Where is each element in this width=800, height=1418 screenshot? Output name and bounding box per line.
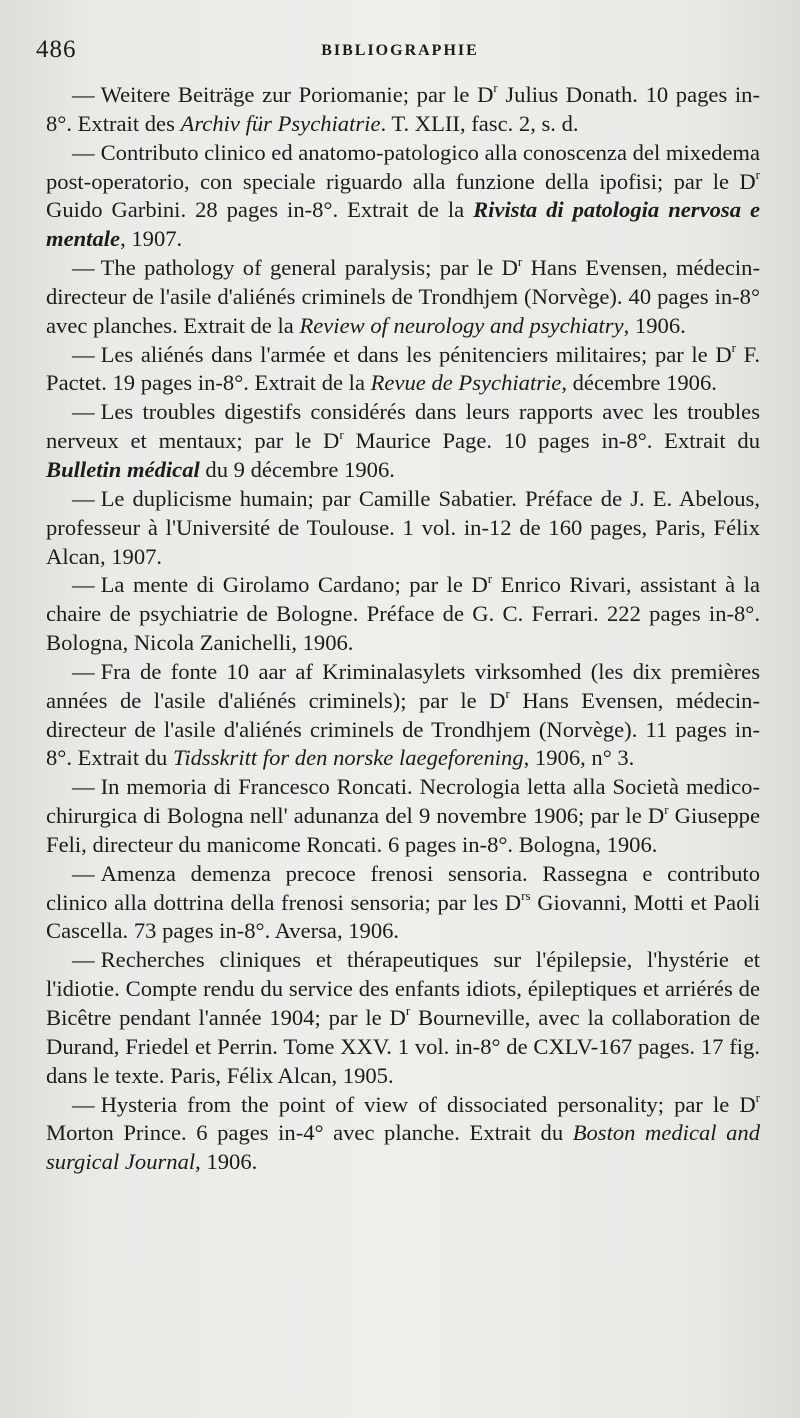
entry-title: Hysteria from the point of view of dissociated personality; par le D [100,1091,756,1117]
entry-superscript: r [487,570,493,586]
entry-title: Recherches cliniques et thérapeutiques sur l'épilepsie, l'hystérie et l'idiotie. Compte rendu du service des enfants idiots, épileptiques et arriérés de Bicêtre pendant l'année 1904; par le D [46,947,760,1030]
page-header [36,36,764,66]
entry-tail: , 1907. [120,226,183,252]
entry-superscript: r [339,426,344,442]
page-number: 486 [36,36,77,63]
entry-title: Amenza demenza precoce frenosi sensoria. Rassegna e contributo clinico alla dottrina della frenosi sensoria; par les D [46,860,760,915]
entry-journal: Archiv für Psychiatrie [180,110,381,136]
entry-journal: Review of neurology and psychiatry [299,312,624,338]
entry-tail: , 1906. [195,1149,258,1175]
entry-details: Julius Donath. 10 pages in-8°. Extrait des [46,82,760,136]
entry-title: Weitere Beiträge zur Poriomanie; par le D [100,82,494,107]
entry-superscript: r [755,167,760,182]
bibliography-entry: — Recherches cliniques et thérapeutiques sur l'épilepsie, l'hystérie et l'idiotie. Compte rendu du service des enfants idiots, épileptiques et arriérés de Bicêtre pendant l'année 1904; par le $D^r$ Bourneville, avec la collaboration de Durand, Friedel et Perrin. Tome XXV. 1 vol. in-8° de CXLV-167 pages. 17 fig. dans le texte. Paris, Félix Alcan, 1905. [46,947,760,1088]
entry-superscript: r [493,80,498,96]
entry-title: Contributo clinico ed anatomo-patologico alla conoscenza del mixedema post-operatorio, con speciale riguardo alla funzione della ipofisi; par le D [46,139,760,194]
entry-superscript: rs [521,888,531,904]
entry-title: Fra de fonte 10 aar af Kriminalasylets virksomhed (les dix premières années de l'asile d'aliénés criminels); par le D [46,658,760,713]
entry-details: Giuseppe Feli, directeur du manicome Roncati. 6 pages in-8°. Bologna, 1906. [46,803,760,857]
bibliography-entry: — Le duplicisme humain; par Camille Sabatier. Préface de J. E. Abelous, professeur à l'Université de Toulouse. 1 vol. in-12 de 160 pages, Paris, Félix Alcan, 1907. [46,485,760,569]
bibliography-entry: — The pathology of general paralysis; par le $D^r$ Hans Evensen, médecin-directeur de l'asile d'aliénés criminels de Trondhjem (Norvège). 40 pages in-8° avec planches. Extrait de la Review of neurology and psychiatry, 1906. [46,253,760,338]
entry-details: Maurice Page. 10 pages in-8°. Extrait du [343,428,760,454]
bibliography-entry: — Weitere Beiträge zur Poriomanie; par le $D^r$ Julius Donath. 10 pages in-8°. Extrait des Archiv für Psychiatrie. T. XLII, fasc. 2, s. d. [46,80,760,136]
entry-tail: , 1906, n° 3. [523,745,635,771]
entry-details: Giovanni, Motti et Paoli Cascella. 73 pages in-8°. Aversa, 1906. [46,889,760,944]
entry-details: Bourneville, avec la collaboration de Durand, Friedel et Perrin. Tome XXV. 1 vol. in-8° de CXLV-167 pages. 17 fig. dans le texte. Paris, Félix Alcan, 1905. [46,1005,760,1088]
entry-superscript: r [731,340,736,356]
entry-title: La mente di Girolamo Cardano; par le D [100,572,488,598]
entry-tail: . T. XLII, fasc. 2, s. d. [380,110,579,136]
bibliography-entry: — Hysteria from the point of view of dissociated personality; par le $D^r$ Morton Prince. 6 pages in-4° avec planche. Extrait du Boston medical and surgical Journal, 1906. [46,1090,760,1175]
bibliography-entry: — La mente di Girolamo Cardano; par le $D^r$ Enrico Rivari, assistant à la chaire de psychiatrie de Bologne. Préface de G. C. Ferrari. 222 pages in-8°. Bologna, Nicola Zanichelli, 1906. [46,570,760,656]
entry-tail: , 1906. [623,312,686,338]
entry-details: Guido Garbini. 28 pages in-8°. Extrait de la [46,197,474,223]
bibliography-entry: — In memoria di Francesco Roncati. Necrologia letta alla Società medico-chirurgica di Bologna nell' adunanza del 9 novembre 1906; par le $D^r$ Giuseppe Feli, directeur du manicome Roncati. 6 pages in-8°. Bologna, 1906. [46,774,760,857]
entry-superscript: r [664,801,669,817]
entry-tail: , décembre 1906. [561,370,717,396]
entry-title: The pathology of general paralysis; par le D [100,255,518,281]
entry-superscript: r [517,253,523,269]
entry-details: Enrico Rivari, assistant à la chaire de psychiatrie de Bologne. Préface de G. C. Ferrari. 222 pages in-8°. Bologna, Nicola Zanichelli, 1906. [46,572,760,656]
bibliography-entry: — Contributo clinico ed anatomo-patologico alla conoscenza del mixedema post-operatorio, con speciale riguardo alla funzione della ipofisi; par le $D^r$ Guido Garbini. 28 pages in-8°. Extrait de la Rivista di patologia nervosa e mentale, 1907. [46,139,760,252]
entry-journal: Tidsskritt for den norske laegeforening [173,745,524,771]
bibliography-entry: — Les aliénés dans l'armée et dans les pénitenciers militaires; par le $D^r$ F. Pactet. 19 pages in-8°. Extrait de la Revue de Psychiatrie, décembre 1906. [46,340,760,396]
bibliography-list [46,81,760,1177]
entry-title: In memoria di Francesco Roncati. Necrologia letta alla Società medico-chirurgica di Bologna nell' adunanza del 9 novembre 1906; par le D [46,774,760,829]
entry-details: Morton Prince. 6 pages in-4° avec planche. Extrait du [46,1120,573,1146]
entry-tail: du 9 décembre 1906. [199,456,395,482]
entry-title: Le duplicisme humain; par Camille Sabatier. Préface de J. E. Abelous, professeur à l'Université de Toulouse. 1 vol. in-12 de 160 pages, Paris, Félix Alcan, 1907. [46,485,760,569]
running-head: BIBLIOGRAPHIE [321,42,479,59]
entry-journal: Bulletin médical [46,456,200,482]
entry-title: Les aliénés dans l'armée et dans les pénitenciers militaires; par le D [100,341,732,367]
entry-journal: Boston medical and surgical Journal [46,1120,760,1175]
entry-journal: Rivista di patologia nervosa e mentale [46,197,760,252]
entry-journal: Revue de Psychiatrie [370,370,562,396]
entry-details: Hans Evensen, médecin-directeur de l'asile d'aliénés criminels de Trondhjem (Norvège). 11 pages in-8°. Extrait du [46,687,761,771]
entry-superscript: r [755,1090,760,1105]
entry-details: F. Pactet. 19 pages in-8°. Extrait de la [46,341,760,396]
entry-details: Hans Evensen, médecin-directeur de l'asile d'aliénés criminels de Trondhjem (Norvège). 40 pages in-8° avec planches. Extrait de la [46,255,760,338]
bibliography-entry: — Fra de fonte 10 aar af Kriminalasylets virksomhed (les dix premières années de l'asile d'aliénés criminels); par le $D^r$ Hans Evensen, médecin-directeur de l'asile d'aliénés criminels de Trondhjem (Norvège). 11 pages in-8°. Extrait du Tidsskritt for den norske laegeforening, 1906, n° 3. [46,658,761,771]
entry-title: Les troubles digestifs considérés dans leurs rapports avec les troubles nerveux et mentaux; par le D [46,399,760,454]
entry-superscript: r [505,686,510,702]
bibliography-entry: — Les troubles digestifs considérés dans leurs rapports avec les troubles nerveux et mentaux; par le $D^r$ Maurice Page. 10 pages in-8°. Extrait du Bulletin médical du 9 décembre 1906. [46,399,760,482]
entry-superscript: r [405,1003,411,1019]
bibliography-entry: — Amenza demenza precoce frenosi sensoria. Rassegna e contributo clinico alla dottrina della frenosi sensoria; par les $D^{rs}$ Giovanni, Motti et Paoli Cascella. 73 pages in-8°. Aversa, 1906. [46,860,760,944]
